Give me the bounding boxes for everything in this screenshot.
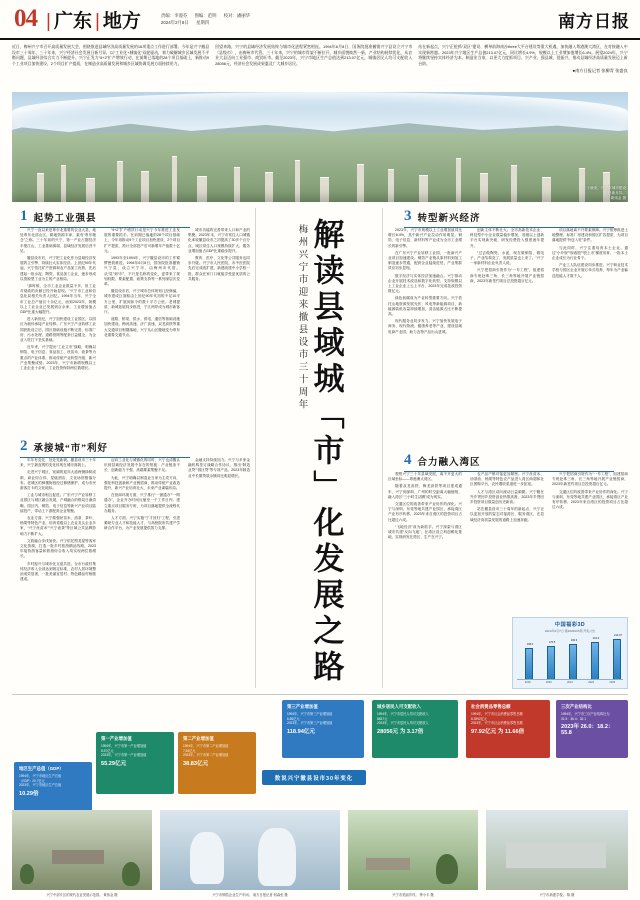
paragraph: 农产品产销对接更加紧密。兴宁丝苗米、油茶油、柚果等特色农产品进入湾区商超和社区团购平台，农民增收渠道进一步拓宽。 [470,472,544,487]
lede-block [12,44,628,88]
body-s2-mid [104,458,180,690]
stat-header: 第一产业增加值 [101,736,132,741]
body-s4-left [388,472,462,688]
paragraph: 现代服务业同步发力。兴宁加快发展电子商务、现代物流、健康养老等产业，建设县域电商产业园，助力农特产品出山进城。 [388,319,462,334]
stat-value: 118.94亿元 [287,728,315,735]
body-s3-right [552,228,628,440]
caption-photo-school: 兴宁市新建学校。 陈 摄 [539,893,575,897]
chart-tick: 2022 [588,681,595,684]
body-s4-right [552,472,628,612]
stat-line-3: 2023年，兴宁市地区生产总值 [19,783,62,788]
section-title-3: 转型新兴经济 [417,213,481,224]
paragraph: 城市功能的完善带来人口和产业的集聚。2023年末，兴宁市常住人口城镇化率较撤县设市之初提高了30多个百分点，城区常住人口规模持续扩大，服务业增加值占GDP比重稳步提升。 [188,228,250,253]
stat-header: 地区生产总值（GDP） [19,766,64,771]
stat-card-industry2 [178,732,256,794]
chart-tick: 2021 [567,681,573,684]
headline-main: 解读县域城「市」化发展之路 [308,218,344,686]
stat-value: 10.29倍 [19,790,39,797]
section-secondary: 地方 [102,10,141,32]
stat-line-2: （GDP）20.7亿元 [19,778,45,783]
paragraph: 1993年至1994年，兴宁撤县设市的工作紧锣密鼓推进。1994年6月8日，国务院批准撤销兴宁县，设立兴宁市，由梅州市代管。从“县”到“市”，不只是名称的变化，更带来了规划权限、要素配置、政策支持等一系列深层次变革。 [104,256,180,287]
lede-column-3-text: 站在新起点，兴宁正抢抓“双区”建设、横琴前海南沙three大平台建设等重大机遇，加快融入粤港澳大湾区，在对接融入中实现新跨越。2023年兴宁地区生产总值213.07亿元，同比增长4.9%，规模以上工业增加值增长6.4%。展望2024年，兴宁将继续坚持实体经济为本、制造业当家，以更大力度抓项目、兴产业、强县城、促振兴，推动县域经济高质量发展迈上新台阶。 [418,44,628,66]
paragraph: “飞地经济”成为新抓手。兴宁探索与湾区城市共建“反向飞地”，在湾区设立科创孵化基地，实现研发在湾区、生产在兴宁。 [388,524,462,540]
stat-value: 55.29亿元 [101,760,127,767]
meta-weekday: 星期四 [195,20,210,25]
hero-caption-line-2: 日新月异。 [608,191,626,195]
body-s3-mid [470,228,544,440]
column-divider-right [382,208,383,688]
paragraph: 金融支持持续加力。兴宁与多家金融机构签订战略合作协议，推出“制造业贷”“园区贷”等专项产品，2023年制造业中长期贷款余额同比明显增长。 [188,458,250,478]
masthead-meta [161,12,291,26]
chart-bar [591,637,600,680]
paragraph: 道路、桥梁、供水、供电、通信等基础设施加快建设。梅河高速、济广高速、双龙高铁等重大交通项目相继落地，兴宁从山区腹地变为粤东北重要交通节点。 [104,317,180,337]
stat-line-3: 2023年，兴宁市第三产业增加值 [287,721,333,726]
bottom-photo-school [486,810,628,890]
stat-card-industry1 [96,732,174,794]
paragraph: 数字经济与实体经济加速融合。兴宁推动企业开展技术改造和数字化转型，支持规模以上工业企业上云上平台，2023年完成技改投资数亿元。 [388,273,462,294]
separator-bar: | [46,10,51,32]
paragraph: 迈向工业化与城镇化的同时，兴宁也清醒认识到县域经济发展中存在的短板：产业链条不长、创新能力不强、高端要素集聚不足。 [104,458,180,473]
paragraph: 在广东兴宁产业转移工业园，一批新兴产业项目加速建设。铜箔产业链从原材料到加工制造逐步贯通，配套企业陆续进驻，产业集群效应初步显现。 [388,250,462,271]
paragraph: 兴宁把招商引资作为“一号工程”，组建招商专班赴珠三角、长三角等地开展产业链招商，2023年新签约项目总投资超百亿元。 [552,472,628,487]
stat-line-2: 8.3992亿元 [471,716,488,721]
stat-card-industry3 [282,700,364,758]
stat-line-1: 1994年，兴宁市第二产业增加值 [183,744,229,748]
section-header-2 [20,438,190,455]
stat-line-2: 8837元 [377,716,388,721]
section-title-4: 合力融入湾区 [417,457,481,468]
paragraph: 撤县设市后，兴宁城市总体规划几经修编，城市建成区面积由上世纪90年代初的不足10平方公里，扩展到如今的数十平方公里。老城提质、新城拓展同步推进，宁江两岸成为城市新客厅。 [104,289,180,315]
chart-tick: 2023 [609,681,616,684]
building-shape [366,858,410,870]
chart-plot [517,636,623,680]
meta-editor: 责编：李漫芬 [160,13,188,18]
body-s2-left [20,458,96,690]
stat-line-1: 1994年，兴宁市地区生产总值 [19,774,62,778]
paragraph: 进入新世纪，兴宁加快建设工业园区，以园区为载体承接产业转移。广东兴宁产业转移工业园获批设立后，园区基础设施不断完善，标准厂房、污水处理、道路管网等配套日益健全，为企业入驻打下坚实基础。 [20,317,96,343]
section-number-2: 2 [20,438,28,454]
body-s3-left [388,228,462,440]
tree-shape [122,862,140,886]
chart-bar-value: 201.6 [592,637,600,640]
chart-tick: 2019 [524,681,531,684]
stat-line-2: 8.57亿元 [101,748,114,753]
paragraph: 随着双龙高铁、梅龙高铁等项目建成通车，兴宁到深圳、广州的时空距离大幅缩短，融入湾区“三小时生活圈”成为现实。 [388,484,462,499]
lede-column-3 [418,44,627,88]
center-headline [258,218,378,688]
building-shape [52,850,104,864]
chart-x-axis [517,679,623,680]
stat-line-2: 6.65亿元 [287,716,300,721]
stat-value: 2023年 26.0：18.2：55.8 [561,724,614,737]
meta-date: 2024年2月8日 [160,20,189,25]
paragraph: “那时候，全市工业企业数量不多，但工业对财政的贡献已经开始显现。”兴宁市工业和信息化局相关负责人回忆。1994年当年，兴宁全市工业总产值仅十余亿元，而到2023年，规模以上工业企业已发展到百余家，工业增加值占GDP比重大幅提升。 [20,284,96,315]
hero-panorama-curve [12,92,628,202]
section-title-1: 起势工业强县 [33,213,97,224]
paragraph: 工业与城市相互促进。广东兴宁产业转移工业园区与城区融合发展，产城融合的格局日渐清晰。园区内，铜箔、电子信息等新兴产业项目陆续投产，带动上下游配套企业集聚。 [20,493,96,513]
chart-bar [569,639,578,680]
caption-photo-village: 兴宁市美丽乡村。 钟小丰 摄 [392,893,434,897]
chart-bar-value: 168.2 [526,643,534,646]
chart-bar [525,643,534,680]
stats-ribbon: 数说兴宁撤县设市30年变化 [262,770,366,785]
stat-line-3: 2023年，兴宁市第一产业增加值 [101,753,147,758]
caption-photo-factory: 兴宁市铜箔企业生产车间。 南方日报记者 何森垒 摄 [212,893,288,897]
bottom-photo-factory [160,810,340,890]
section-header-4 [404,452,614,469]
stat-card-income [372,700,458,758]
lede-column-2: 回望来路，兴宁的县域经济发展始终与城市化进程紧密相连。1994年6月8日，国务院批准撤销兴宁县设立兴宁市（县级市），由梅州市代管。三十年来，兴宁的城市骨架不断拉开，城乡面貌焕然一新，产业结构持续优化，从农业大县迈向工业强市、商贸旺市。截至2023年，兴宁市地区生产总值达到213.07亿元，城镇居民人均可支配收入28056元，经济社会发展成果惠及广大城乡居民。 [215,44,413,66]
paragraph: 走进兴宁城区，宽阔的迎宾大道两侧绿树成荫，商业综合体、星级酒店、文化场馆错落分布。老城区的骑楼街巷经过修缮保护，成为市民游客打卡的文化地标。 [20,470,96,491]
worker-shape [258,828,296,886]
paragraph: 文旅融合步伐加快。兴宁依托围龙屋等客家文化资源，打造一批乡村旅游精品线路，2023年接待游客量和旅游综合收入均实现两位数增长。 [20,538,96,559]
stat-card-retail [466,700,550,758]
chart-bar-value: 176.5 [548,641,556,644]
stat-line-2: 31.5：36.4：32.1 [561,716,586,721]
paragraph: 教育、医疗、文化等公共服务也同步升级。兴宁市人民医院、市中医医院先后完成改扩建，新建改建中小学校一批，群众在家门口就能享受更优质的公共服务。 [188,256,250,281]
section-labels [43,6,141,33]
headline-sub: 梅州兴宁市迎来撤县设市三十周年 [296,224,307,412]
paragraph: “9+2”扩产增效行动是兴宁今年推进工业发展的重要抓手。在前期已落地的28个项目基础上，今年再推动9个工业项目加快建设、2个项目扩产提质，预计全部投产后可新增年产值数十亿元。 [104,228,180,253]
chart-title: 中国福彩3D [554,622,586,628]
paragraph: 2023年，兴宁市规模以上工业增加值同比增长6.4%，其中新兴产业拉动作用明显。铜箔、电子信息、新材料等产业成为全市工业增长的新引擎。 [388,228,462,248]
paragraph: 与此同时，兴宁注重培育本土企业。通过“小升规”“规改股”“股上市”梯度培育，一批本土企业成长为行业骨干。 [552,245,628,261]
paragraph: 站在撤县设市三十周年的新起点，兴宁正以更加开放的姿态对接湾区、服务湾区，在县域经济高质量发展的道路上加速奔跑。 [470,507,544,522]
paragraph: 创新主体不断壮大。全市高新技术企业、科技型中小企业数量稳步增加，省级以上创新平台实现新突破，研发经费投入强度逐年提升。 [470,228,544,248]
chart-bar [613,634,622,680]
body-s1-mid [104,228,180,426]
masthead [0,0,640,40]
lede-column-1: 近日，梅州兴宁市召开高质量发展大会，围绕推进县域经济高质量发展的16项重点工作进行部署。今年是兴宁撤县设市三十周年，三十年来，兴宁经济社会发展日新月异，以“工业化+城镇化”双轮驱动，着力破解城乡区域发展不平衡问题，县域经济综合实力不断提升。兴宁正发力“9+2”扩产增效行动，在前期已落地的28个项目基础上，新推动9个工业项目加快建设、2个项目扩产提质，在制造业高质量发展和城乡区域协调发展方面持续用力。 [12,44,210,66]
chart-bar [547,641,556,680]
paragraph: 兴宁把招商引资作为“一号工程”，组建招商专班赴珠三角、长三角等地开展产业链招商，2023年新签约项目总投资超百亿元。 [470,268,544,283]
stat-value: 28056元 为 3.17倍 [377,728,424,735]
paragraph: 人才方面，兴宁实施“宁才回归”工程，引进紧缺专业人才和技能人才，与高校院所共建产学研合作平台，为产业发展提供智力支撑。 [104,516,180,531]
paragraph: 近年来，兴宁提出“工业立市”战略，明确以铜箔、电子信息、食品加工、丝苗米、油茶等为重点的产业体系，推动传统产业转型升级、新兴产业集聚成势。2023年，兴宁市新增规模以上工业企业十余家，工业投资保持两位数增长。 [20,345,96,371]
stat-line-1: 1994年，兴宁市社会消费品零售总额 [471,712,523,716]
chart-bar-value: 190.3 [570,639,578,642]
stat-line-2: 7.54亿元 [183,748,196,753]
stat-header: 三次产业结构比 [561,704,592,709]
stat-header: 第三产业增加值 [287,704,318,709]
body-s2-right [188,458,250,690]
paragraph: 为此，兴宁明确以制造业当家为主攻方向，强化科技创新和产业链招商，推动传统产业改造提升、新兴产业培育壮大、未来产业谋篇布局。 [104,475,180,491]
section-number-1: 1 [20,208,28,224]
chart-subtitle: 2024年2月7日 第2024037期 开奖公告 [544,629,596,633]
paragraph: 绿色低碳成为产业转型重要方向。兴宁依托山地资源发展光伏、风电等新能源项目，新能源装机容量持续增加，清洁能源占比不断提高。 [388,296,462,317]
paragraph: 兴宁一直以来是粤东北重要的农业大县，地处粤东北部山区，耕地资源丰沛，素有“粤东粮仓”之称。三十年前的兴宁，第一产业占据经济半壁江山，工业基础薄弱，县域经济发展后劲不足。 [20,228,96,253]
paragraph: 项目落地离不开要素保障。兴宁统筹推进土地整理、标准厂房建设和园区扩容提质，为项目落地提供“拎包入驻”条件。 [552,228,628,243]
page-number: 04 [14,5,37,32]
section-number-4: 4 [404,452,412,468]
body-s1-right [188,228,250,426]
hero-caption-line-1: 三十载来，兴宁市城市建设 [582,186,626,190]
paragraph: 人才与湾区双向流动日益频繁。兴宁籍在外乡贤回乡投资创业热情高涨，2023年乡贤回乡投资项目数量创历史新高。 [470,489,544,505]
stat-line-1: 1994年，兴宁市第三产业增加值 [287,712,333,716]
section-title-2: 承接城“市”利好 [33,443,109,454]
paragraph: 观察兴宁三十年县域发展，离不开更大的区域坐标——粤港澳大湾区。 [388,472,462,482]
bottom-captions [12,892,628,900]
hero-photo [12,92,628,202]
tree-shape [436,854,458,884]
stat-card-structure [556,700,628,758]
paper-name: 南方日报 [558,12,630,31]
section-header-3 [404,208,614,225]
stat-line-1: 1994年，兴宁市居民人均可支配收入 [377,712,429,716]
section-divider [12,694,628,695]
worker-shape [190,832,224,884]
paragraph: 年年有变化、处处见新貌。撤县设市三十年来，兴宁最直观的变化体现在城市面貌上。 [20,458,96,468]
paragraph: 农业方面，兴宁做强丝苗米、油茶、茶叶、柚果等特色产业，培育省级以上农业龙头企业多家，“兴宁丝苗米”“兴宁油茶”等区域公共品牌影响力不断扩大。 [20,516,96,536]
paragraph: 撤县设市后，兴宁把工业化作为县域经济发展的主引擎，持续壮大实体经济。上世纪90年代起，兴宁依托矿产资源和农产品加工优势，先后建起一批水泥、陶瓷、食品加工企业，逐步形成以资源型工业为主的产业格局。 [20,256,96,281]
stat-line-1: 1994年，兴宁市三次产业结构比为 [561,712,610,716]
chart-tick: 2020 [545,681,552,684]
paragraph: 乡村振兴与城市化互促共进。全市行政村集体经济收入全部达到规定标准，农村人居环境整治成效显著，一批美丽宜居村、特色精品村相继建成。 [20,561,96,582]
tree-shape [20,864,34,884]
stat-value: 97.92亿元 为 11.66倍 [471,728,525,735]
stat-line-1: 1994年，兴宁市第一产业增加值 [101,744,147,748]
stat-line-3: 2023年，兴宁市居民人均可支配收入 [377,721,429,726]
byline: ●南方日报记者 张柳青 张盛良 [572,68,628,74]
stat-line-3: 2023年，兴宁市社会消费品零售总额 [471,721,523,726]
hero-caption-line-3: 黄伟金 摄 [610,196,626,200]
column-divider-left [255,208,256,688]
paragraph: “过去做陶瓷、水泥，现在做铜箔、做电子，产业结构变了，发展质量也上来了。”兴宁一家新材料企业负责人说。 [470,250,544,266]
paragraph: 在营商环境方面，兴宁推行“一窗通办”“一网通办”，企业开办时间压缩至一个工作日内；建立重点项目服务专班，为项目落地提供全流程代办服务。 [104,493,180,513]
stat-value: 38.83亿元 [183,760,209,767]
stat-header: 城乡居民人可支配收入 [377,704,421,709]
chart-x-ticks [517,681,623,684]
chart-bar-value: 213.07 [614,634,622,637]
section-primary: 广东 [53,10,92,32]
meta-proof: 校对：潘丽华 [223,13,251,18]
lottery-chart-card [512,617,628,689]
meta-graphic: 图编：范明 [194,13,217,18]
paragraph: 交通区位的改善带来产业协作的深化。兴宁与深圳、东莞等地共建产业园区，承接湾区产业有序转移，2023年来自湾区的投资项目占比超过六成。 [388,502,462,522]
separator-bar-2: | [94,10,100,32]
bottom-photo-rice [12,810,152,890]
bottom-photo-village [348,810,478,890]
building-shape [506,842,606,868]
stat-header: 第二产业增加值 [183,736,214,741]
section-number-3: 3 [404,208,412,224]
hero-caption [583,186,626,201]
paragraph: 交通区位的改善带来产业协作的深化。兴宁与深圳、东莞等地共建产业园区，承接湾区产业有序转移，2023年来自湾区的投资项目占比超过六成。 [552,489,628,510]
paragraph: 产业工人队伍建设同步推进。兴宁职业技术学校与园区企业开展订单式培养，每年为产业输送技能人才数千人。 [552,263,628,278]
section-header-1 [20,208,190,225]
body-s1-left [20,228,96,426]
caption-photo-rice: 兴宁中部片区的现代农业发展示范园。 黄伟金 摄 [46,893,118,897]
stat-header: 社会消费品零售总额 [471,704,511,709]
stat-line-3: 2023年，兴宁市第二产业增加值 [183,753,229,758]
